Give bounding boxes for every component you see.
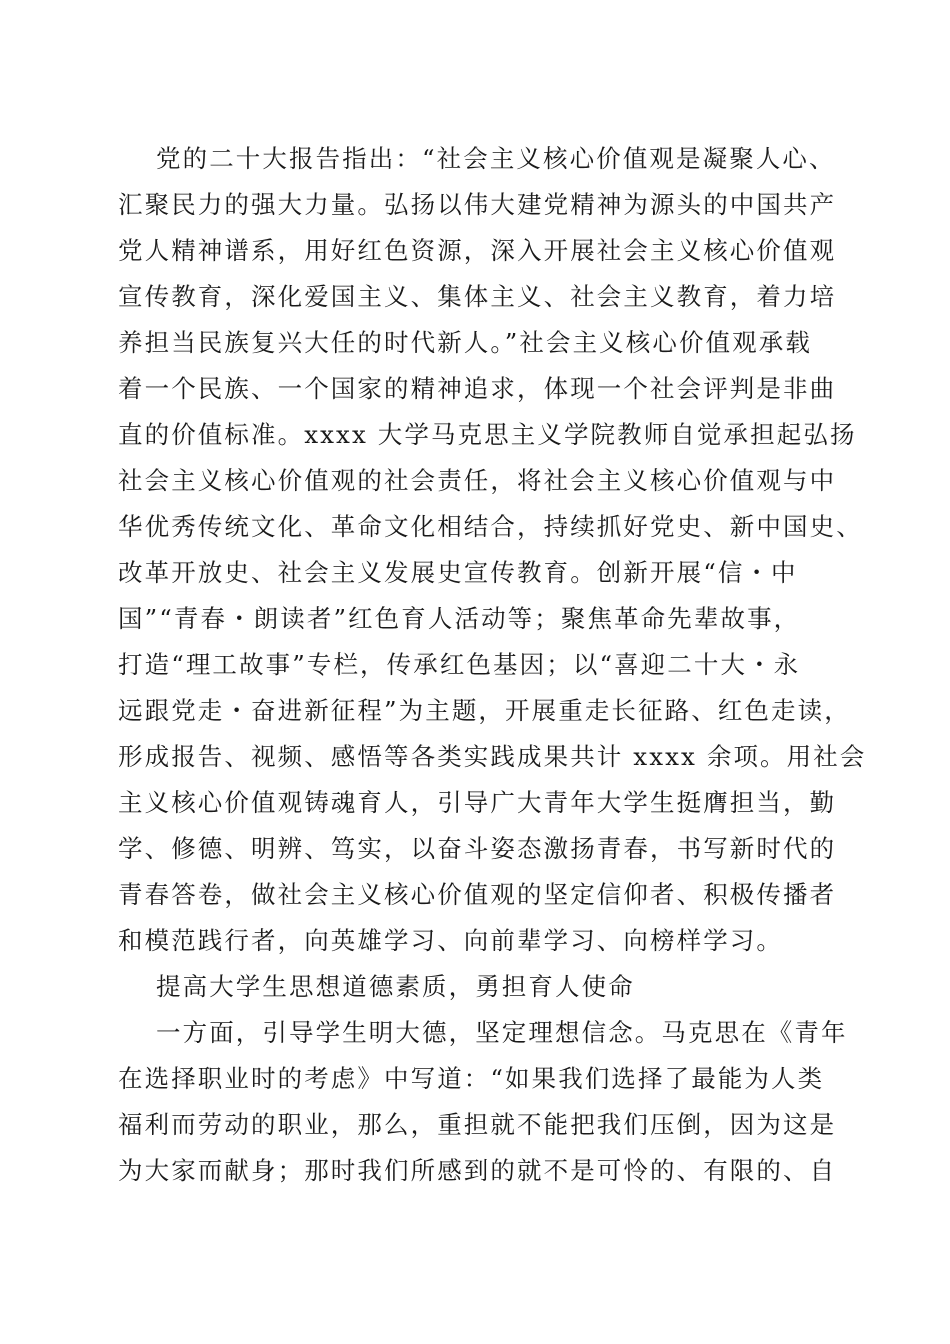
text-line: 汇聚民力的强大力量。弘扬以伟大建党精神为源头的中国共产 [118, 190, 837, 219]
text-line: 远跟党走・奋进新征程”为主题，开展重走长征路、红色走读， [118, 696, 851, 725]
text-line: 宣传教育，深化爱国主义、集体主义、社会主义教育，着力培 [118, 282, 837, 311]
text-line: 形成报告、视频、感悟等各类实践成果共计 xxxx 余项。用社会 [118, 742, 867, 771]
text-line: 为大家而献身；那时我们所感到的就不是可怜的、有限的、自 [118, 1156, 837, 1185]
text-line: 党的二十大报告指出：“社会主义核心价值观是凝聚人心、 [156, 144, 836, 173]
text-line: 学、修德、明辨、笃实，以奋斗姿态激扬青春，书写新时代的 [118, 834, 837, 863]
text-line: 福利而劳动的职业，那么，重担就不能把我们压倒，因为这是 [118, 1110, 837, 1139]
body-text [118, 136, 867, 1194]
text-line: 一方面，引导学生明大德，坚定理想信念。马克思在《青年 [156, 1018, 848, 1047]
text-line: 直的价值标准。xxxx 大学马克思主义学院教师自觉承担起弘扬 [118, 420, 857, 449]
text-line: 党人精神谱系，用好红色资源，深入开展社会主义核心价值观 [118, 236, 837, 265]
text-line: 养担当民族复兴大任的时代新人。”社会主义核心价值观承载 [118, 328, 812, 357]
text-line: 国”“青春・朗读者”红色育人活动等；聚焦革命先辈故事， [118, 604, 801, 633]
text-line: 打造“理工故事”专栏，传承红色基因；以“喜迎二十大・永 [118, 650, 801, 679]
text-line: 在选择职业时的考虑》中写道：“如果我们选择了最能为人类 [118, 1064, 825, 1093]
text-line: 改革开放史、社会主义发展史宣传教育。创新开展“信・中 [118, 558, 798, 587]
text-line: 华优秀传统文化、革命文化相结合，持续抓好党史、新中国史、 [118, 512, 863, 541]
section-heading: 提高大学生思想道德素质，勇担育人使命 [156, 972, 635, 1001]
text-line: 主义核心价值观铸魂育人，引导广大青年大学生挺膺担当，勤 [118, 788, 837, 817]
text-line: 和模范践行者，向英雄学习、向前辈学习、向榜样学习。 [118, 926, 783, 955]
text-line: 着一个民族、一个国家的精神追求，体现一个社会评判是非曲 [118, 374, 837, 403]
text-line: 青春答卷，做社会主义核心价值观的坚定信仰者、积极传播者 [118, 880, 837, 909]
text-line: 社会主义核心价值观的社会责任，将社会主义核心价值观与中 [118, 466, 837, 495]
